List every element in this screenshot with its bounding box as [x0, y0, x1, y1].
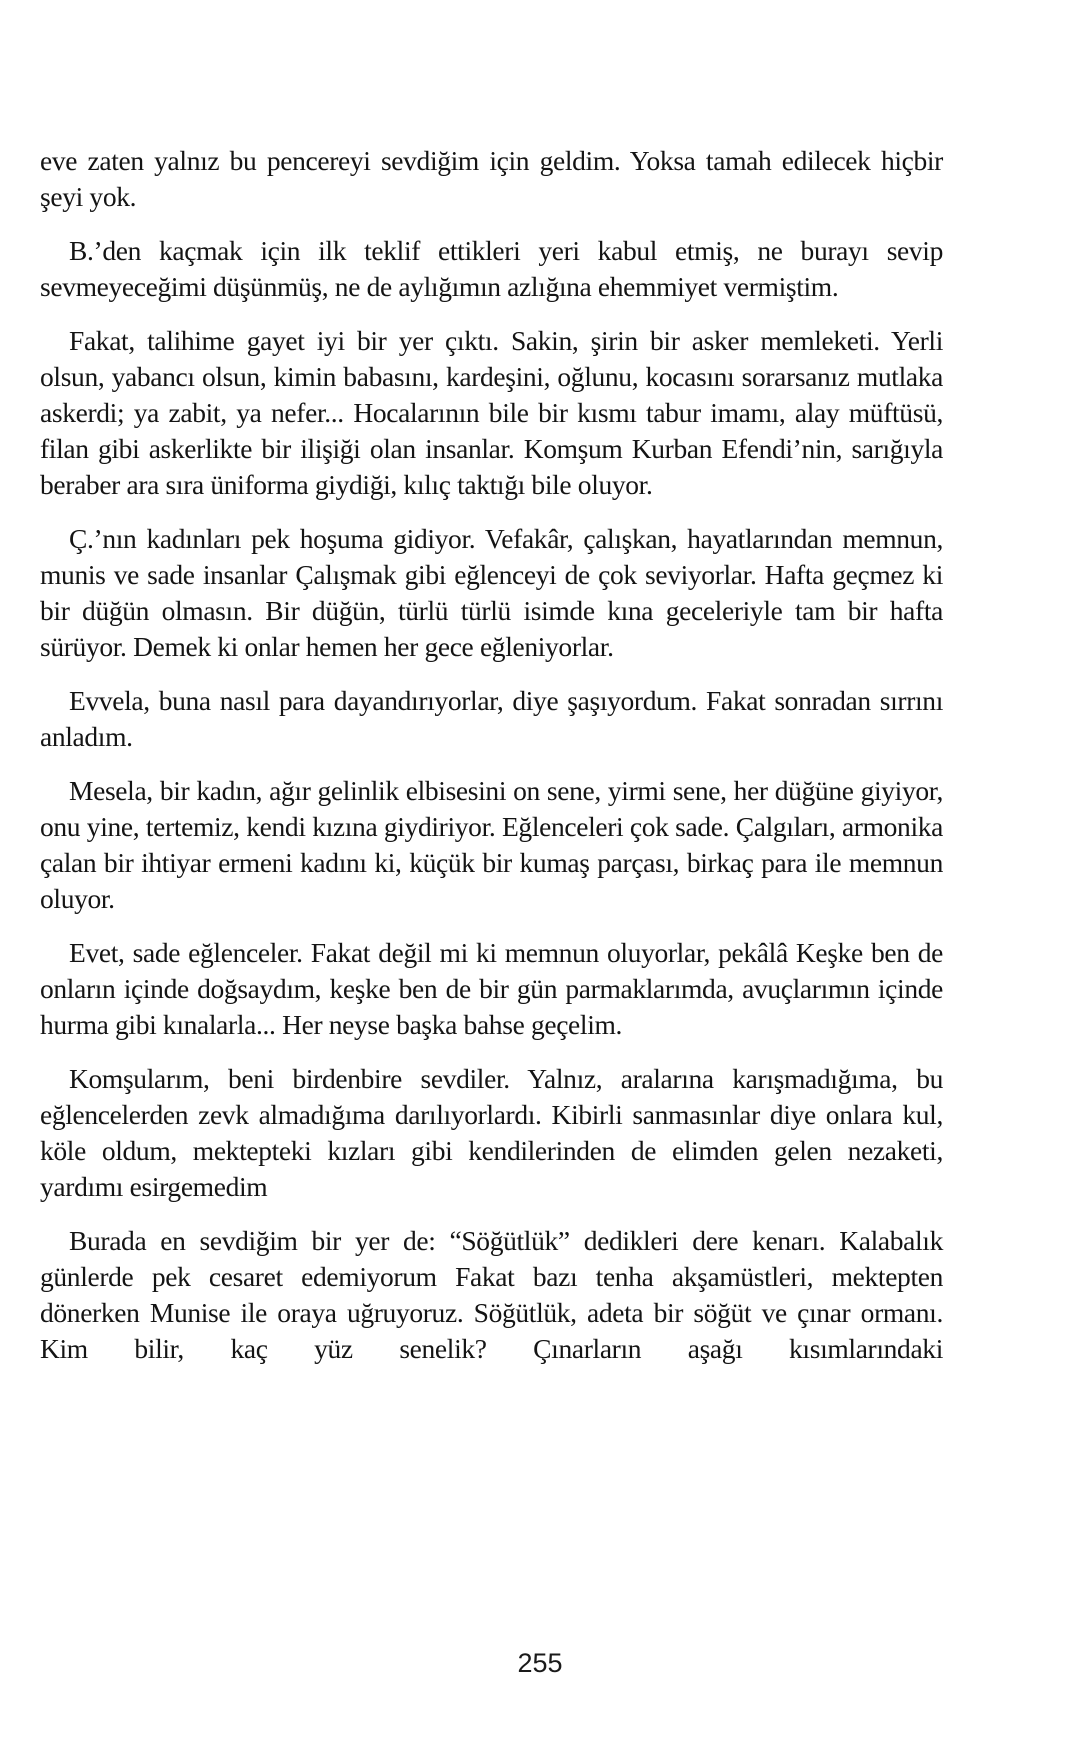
page-number: 255	[517, 1648, 563, 1678]
paragraph: Ç.’nın kadınları pek hoşuma gidiyor. Vefakâr, çalışkan, hayatlarından memnun, munis ve sade insanlar Çalışmak gibi eğlenceyi de çok seviyorlar. Hafta geçmez ki bir düğün olmasın. Bir düğün, türlü türlü isimde kına geceleriyle tam bir hafta sürüyor. Demek ki onlar hemen her gece eğleniyorlar.	[40, 523, 943, 662]
paragraph-last: Burada en sevdiğim bir yer de: “Söğütlük” dedikleri dere kenarı. Kalabalık günlerde pek cesaret edemiyorum Fakat bazı tenha akşamüstleri, mektepten dönerken Munise ile oraya uğruyoruz. Söğütlük, adeta bir söğüt ve çınar ormanı. Kim bilir, kaç yüz senelik? Çınarların aşağı kısımlarındaki	[40, 1225, 943, 1364]
paragraph: Evet, sade eğlenceler. Fakat değil mi ki memnun oluyorlar, pekâlâ Keşke ben de onların içinde doğsaydım, keşke ben de bir gün parmaklarımda, avuçlarımın içinde hurma gibi kınalarla... Her neyse başka bahse geçelim.	[40, 937, 943, 1040]
paragraph: Mesela, bir kadın, ağır gelinlik elbisesini on sene, yirmi sene, her düğüne giyiyor, onu yine, tertemiz, kendi kızına giydiriyor. Eğlenceleri çok sade. Çalgıları, armonika çalan bir ihtiyar ermeni kadını ki, küçük bir kumaş parçası, birkaç para ile memnun oluyor.	[40, 775, 943, 914]
paragraph: Evvela, buna nasıl para dayandırıyorlar, diye şaşıyordum. Fakat sonradan sırrını anladım.	[40, 685, 943, 752]
paragraph: Komşularım, beni birdenbire sevdiler. Yalnız, aralarına karışmadığıma, bu eğlencelerden zevk almadığıma darılıyorlardı. Kibirli sanmasınlar diye onlara kul, köle oldum, mektepteki kızları gibi kendilerinden de elimden gelen nezaketi, yardımı esirgemedim	[40, 1063, 943, 1202]
paragraph: B.’den kaçmak için ilk teklif ettikleri yeri kabul etmiş, ne burayı sevip sevmeyeceğimi düşünmüş, ne de aylığımın azlığına ehemmiyet vermiştim.	[40, 235, 943, 302]
book-page-body	[40, 143, 943, 1385]
paragraph: Fakat, talihime gayet iyi bir yer çıktı. Sakin, şirin bir asker memleketi. Yerli olsun, yabancı olsun, kimin babasını, kardeşini, oğlunu, kocasını sorarsanız mutlaka askerdi; ya zabit, ya nefer... Hocalarının bile bir kısmı tabur imamı, alay müftüsü, filan gibi askerlikte bir ilişiği olan insanlar. Komşum Kurban Efendi’nin, sarığıyla beraber ara sıra üniforma giydiği, kılıç taktığı bile oluyor.	[40, 325, 943, 500]
paragraph-continuation: eve zaten yalnız bu pencereyi sevdiğim için geldim. Yoksa tamah edilecek hiçbir şeyi yok.	[40, 145, 943, 212]
